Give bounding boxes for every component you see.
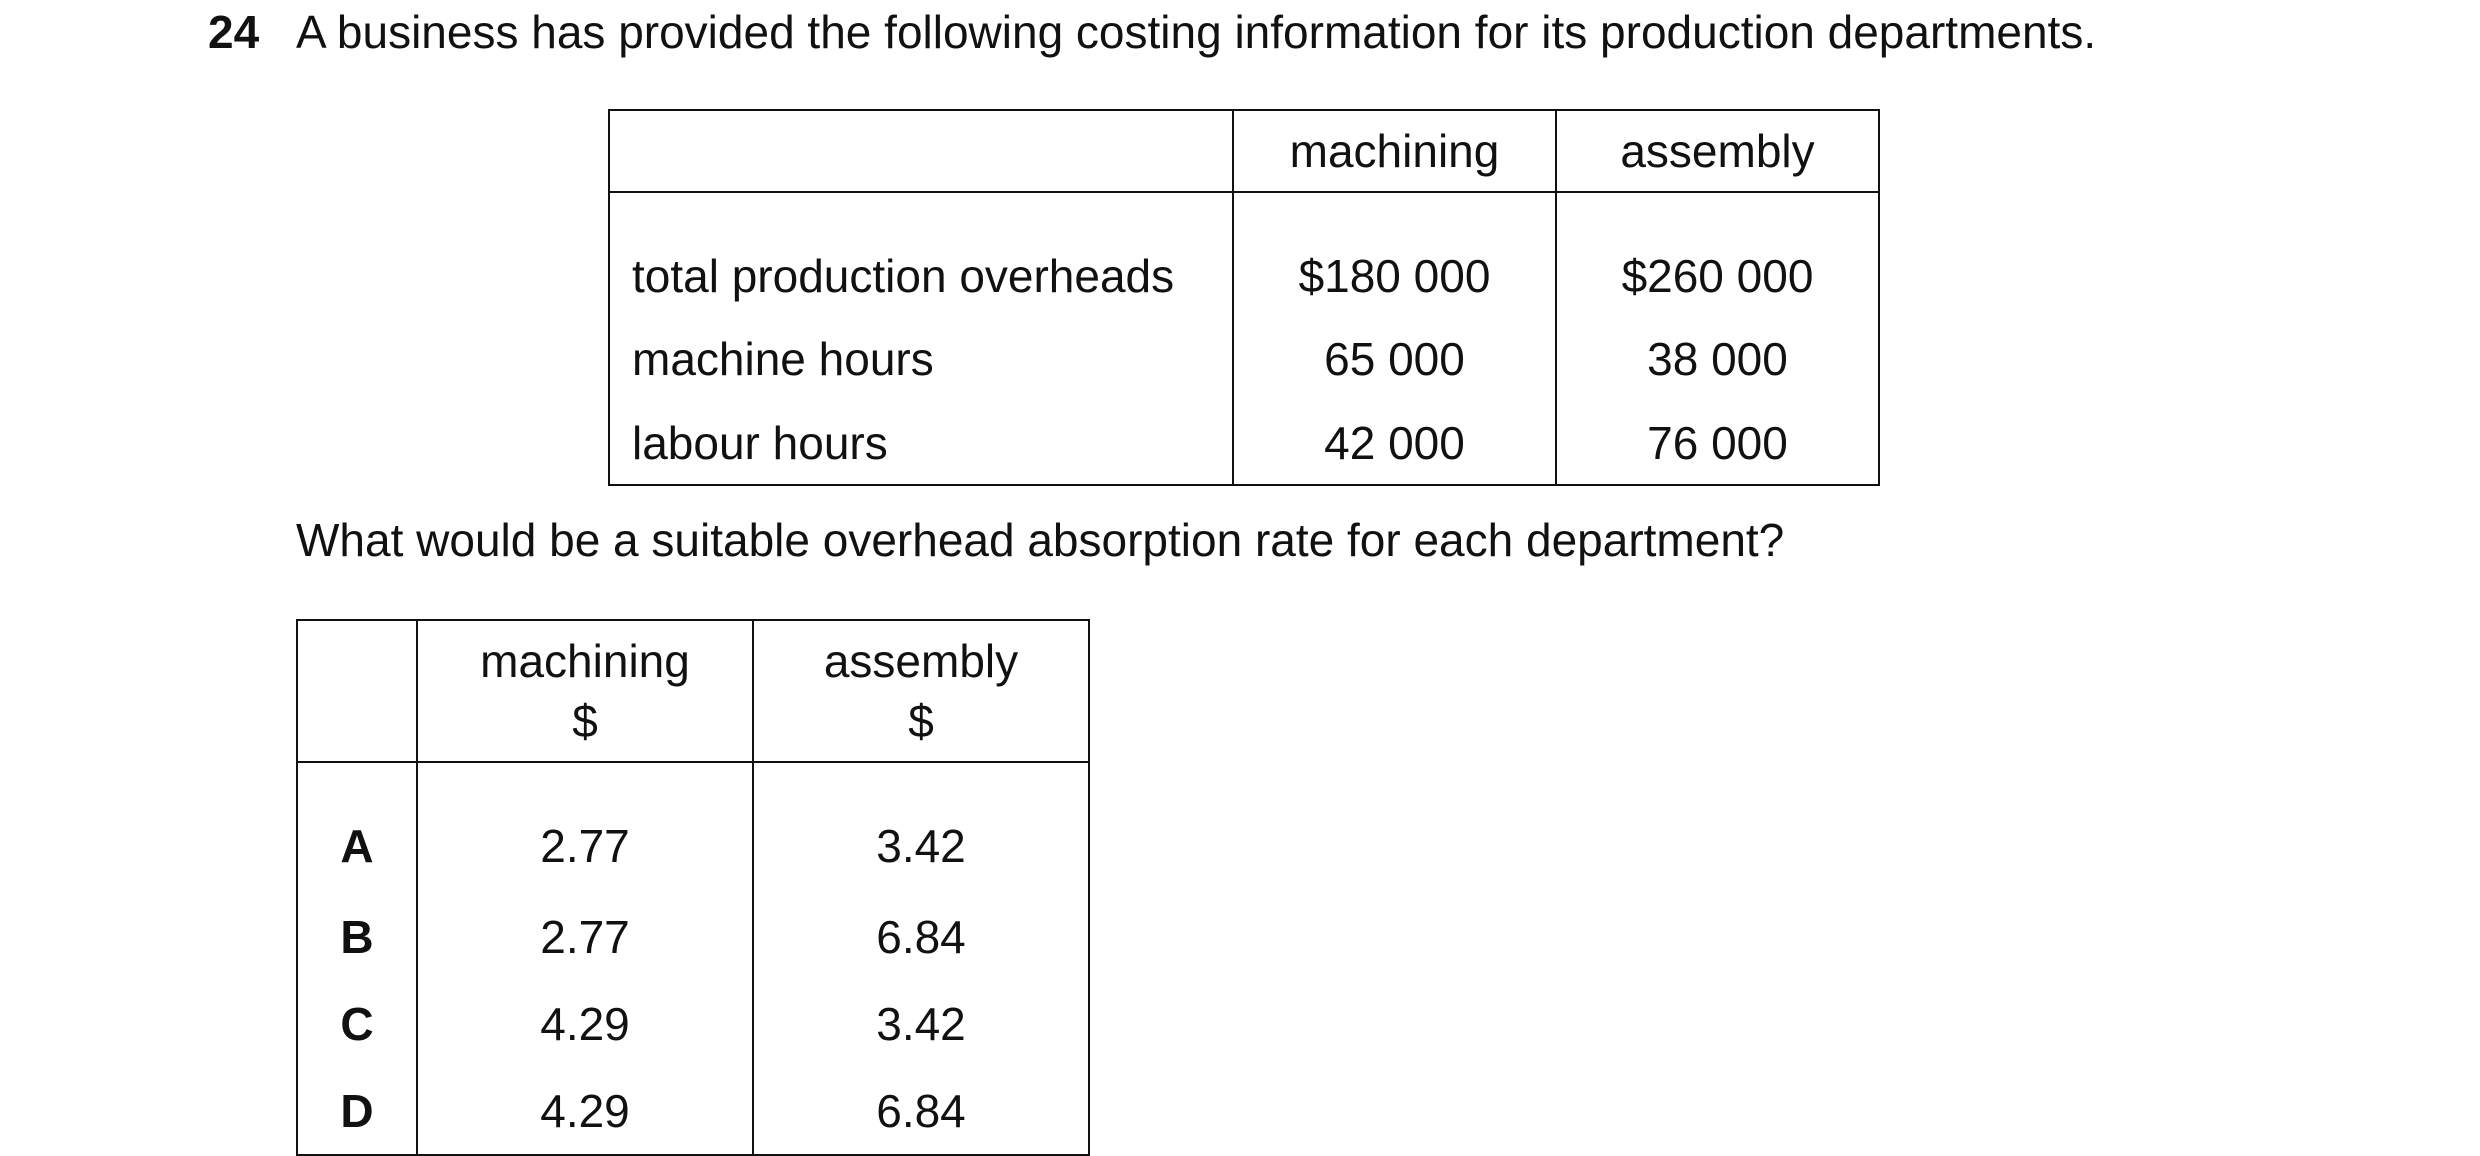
option-machining-rate: 4.29: [417, 1067, 753, 1155]
option-machining-rate: 4.29: [417, 980, 753, 1067]
row-label: labour hours: [609, 402, 1233, 485]
option-machining-rate: 2.77: [417, 893, 753, 980]
info-header-machining: machining: [1233, 110, 1556, 192]
assembly-value: 38 000: [1556, 315, 1879, 402]
row-label: total production overheads: [609, 192, 1233, 315]
row-label: machine hours: [609, 315, 1233, 402]
option-letter[interactable]: B: [297, 893, 417, 980]
machining-value: $180 000: [1233, 192, 1556, 315]
option-assembly-rate: 6.84: [753, 893, 1089, 980]
option-assembly-rate: 3.42: [753, 980, 1089, 1067]
answer-header-blank: [297, 620, 417, 762]
assembly-value: $260 000: [1556, 192, 1879, 315]
answer-option-row[interactable]: [297, 980, 1089, 1067]
option-letter[interactable]: D: [297, 1067, 417, 1155]
question-number: 24: [208, 6, 260, 58]
info-table-header-row: [609, 110, 1879, 192]
assembly-value: 76 000: [1556, 402, 1879, 485]
table-row: [609, 192, 1879, 315]
answer-header-assembly-name: assembly: [823, 635, 1019, 687]
question-stem: A business has provided the following costing information for its production departments.: [296, 6, 2097, 58]
answer-option-row[interactable]: [297, 1067, 1089, 1155]
question-prompt: What would be a suitable overhead absorption rate for each department?: [296, 514, 1785, 566]
option-assembly-rate: 6.84: [753, 1067, 1089, 1155]
table-row: [609, 402, 1879, 485]
table-row: [609, 315, 1879, 402]
info-header-blank: [609, 110, 1233, 192]
machining-value: 42 000: [1233, 402, 1556, 485]
answer-table-header-row: [297, 620, 1089, 762]
answer-option-row[interactable]: [297, 762, 1089, 893]
answer-header-assembly: [753, 620, 1089, 762]
answer-option-row[interactable]: [297, 893, 1089, 980]
costing-info-table: [608, 109, 1880, 486]
answer-options-table: [296, 619, 1090, 1156]
info-header-assembly: assembly: [1556, 110, 1879, 192]
option-letter[interactable]: A: [297, 762, 417, 893]
answer-header-machining-unit: $: [572, 695, 598, 747]
answer-header-machining: [417, 620, 753, 762]
answer-header-machining-name: machining: [480, 635, 690, 687]
option-assembly-rate: 3.42: [753, 762, 1089, 893]
answer-header-assembly-unit: $: [908, 695, 934, 747]
option-letter[interactable]: C: [297, 980, 417, 1067]
option-machining-rate: 2.77: [417, 762, 753, 893]
machining-value: 65 000: [1233, 315, 1556, 402]
